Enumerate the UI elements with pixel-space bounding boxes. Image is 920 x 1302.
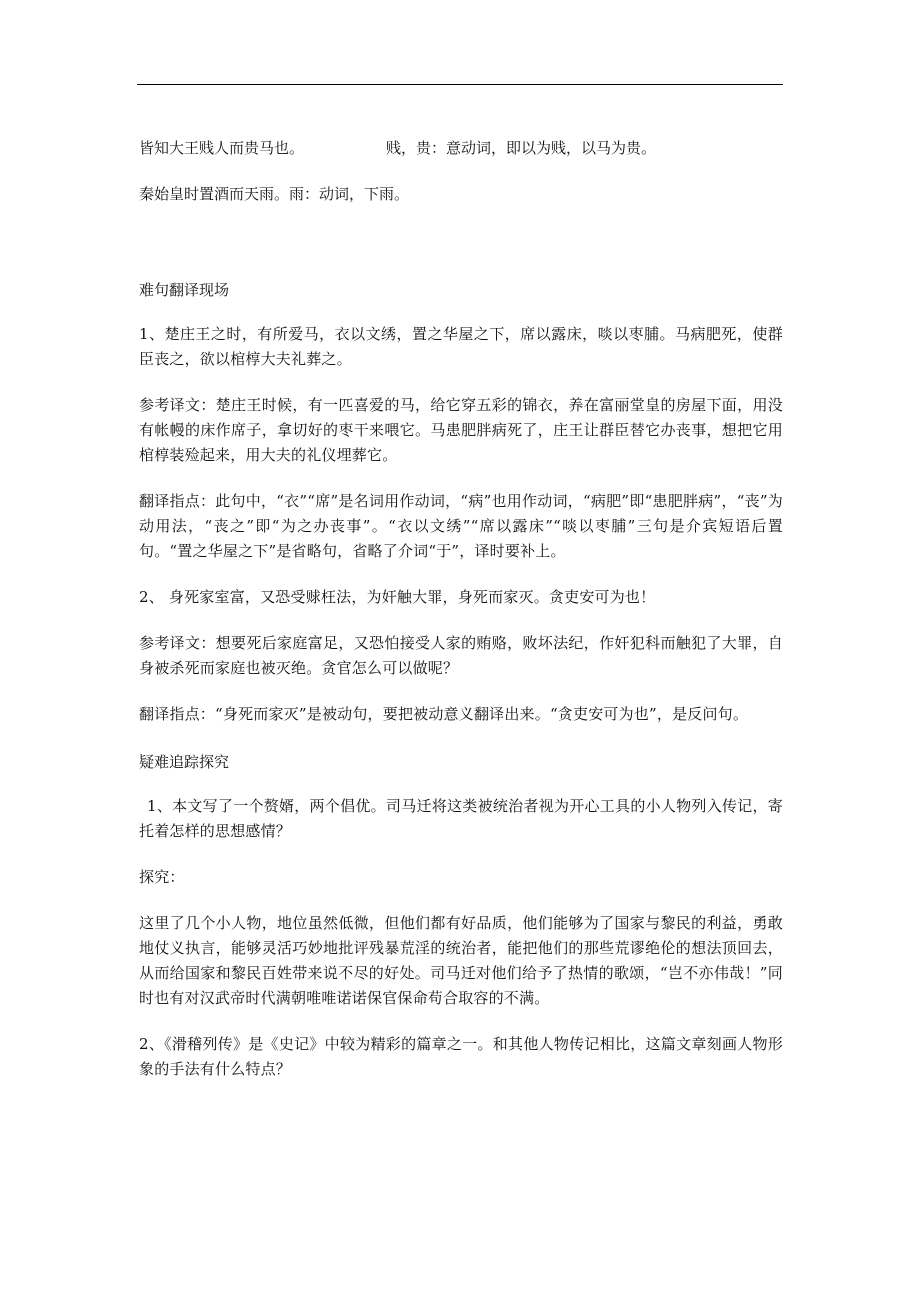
header-rule	[137, 84, 783, 85]
translation-paragraph: 参考译文：想要死后家庭富足，又恐怕接受人家的贿赂，败坏法纪，作奸犯科而触犯了大罪，自身被杀死而家庭也被灭绝。贪官怎么可以做呢？	[139, 634, 783, 677]
section-heading: 难句翻译现场	[139, 281, 230, 299]
note-line	[139, 134, 783, 162]
sentence-paragraph: 2、 身死家室富，又恐受赇枉法，为奸触大罪，身死而家灭。贪吏安可为也！	[139, 588, 656, 606]
note-line: 秦始皇时置酒而天雨。雨：动词，下雨。	[139, 185, 410, 203]
answer-paragraph: 这里了几个小人物，地位虽然低微，但他们都有好品质，他们能够为了国家与黎民的利益，勇敢地仗义执言，能够灵活巧妙地批评残暴荒淫的统治者，能把他们的那些荒谬绝伦的想法顶回去，从而给国家和黎民百姓带来说不尽的好处。司马迁对他们给予了热情的歌颂，“岂不亦伟哉！”同时也有对汉武帝时代满朝唯唯诺诺保官保命苟合取容的不满。	[139, 914, 783, 1007]
question-paragraph: 2、《滑稽列传》是《史记》中较为精彩的篇章之一。和其他人物传记相比，这篇文章刻画人物形象的手法有什么特点？	[139, 1035, 783, 1078]
exploration-label: 探究：	[139, 868, 185, 886]
section-heading: 疑难追踪探究	[139, 753, 230, 771]
sentence-paragraph: 1、楚庄王之时，有所爱马，衣以文绣，置之华屋之下，席以露床，啖以枣脯。马病肥死，使群臣丧之，欲以棺椁大夫礼葬之。	[139, 325, 783, 368]
guidance-paragraph: 翻译指点：此句中，“衣”“席”是名词用作动词，“病”也用作动词，“病肥”即“患肥胖病”，“丧”为动用法，“丧之”即“为之办丧事”。“衣以文绣”“席以露床”“啖以枣脯”三句是介宾短语后置句。“置之华屋之下”是省略句，省略了介词“于”，译时要补上。	[139, 492, 783, 560]
translation-paragraph: 参考译文：楚庄王时候，有一匹喜爱的马，给它穿五彩的锦衣，养在富丽堂皇的房屋下面，用没有帐幔的床作席子，拿切好的枣干来喂它。马患肥胖病死了，庄王让群臣替它办丧事，想把它用棺椁装殓起来，用大夫的礼仪埋葬它。	[139, 396, 783, 464]
guidance-paragraph: 翻译指点：“身死而家灭”是被动句，要把被动意义翻译出来。“贪吏安可为也”，是反问句。	[139, 705, 749, 723]
question-paragraph: 1、本文写了一个赘婿，两个倡优。司马迁将这类被统治者视为开心工具的小人物列入传记，寄托着怎样的思想感情？	[139, 797, 783, 840]
note-explanation: 贱，贵：意动词，即以为贱，以马为贵。	[386, 139, 657, 157]
document-body	[139, 134, 783, 1103]
note-text: 皆知大王贱人而贵马也。	[139, 139, 305, 157]
